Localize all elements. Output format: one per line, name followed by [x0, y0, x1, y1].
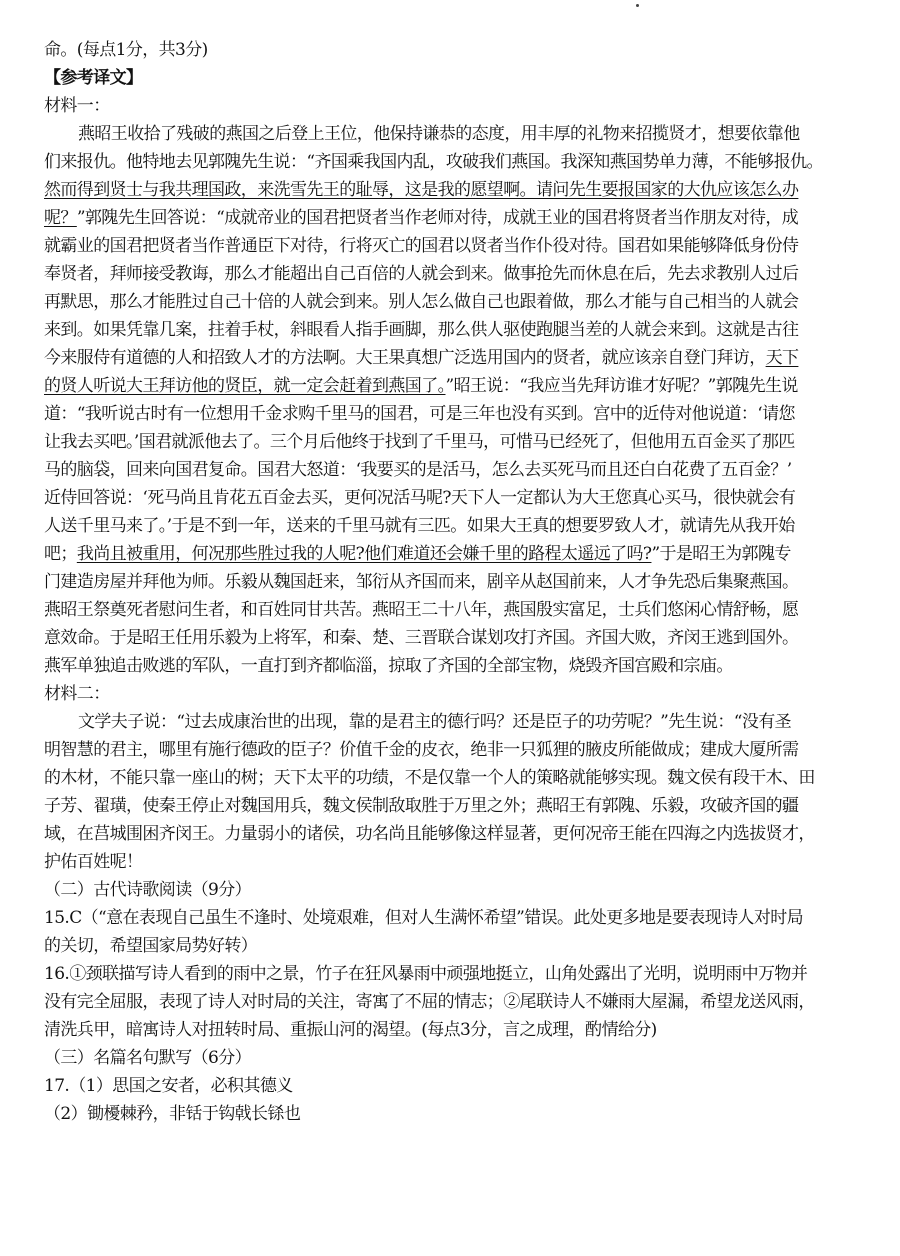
paragraph-line: 燕昭王祭奠死者慰问生者，和百姓同甘共苦。燕昭王二十八年，燕国殷实富足，士兵们悠闲心情舒畅，愿	[44, 600, 799, 620]
paragraph-line: 子芳、翟璜，使秦王停止对魏国用兵，魏文侯制敌取胜于万里之外；燕昭王有郭隗、乐毅，攻破齐国的疆	[44, 796, 799, 816]
underlined-span: 天下	[765, 348, 799, 368]
answer-line: （2）锄櫌棘矜，非铦于钩戟长铩也	[44, 1104, 301, 1124]
text-span: 吧；	[44, 544, 77, 564]
text-span: 今来服侍有道德的人和招致人才的方法啊。大王果真想广泛选用国内的贤者，就应该亲自登门拜访，	[44, 348, 766, 368]
paragraph-line	[44, 204, 860, 232]
paragraph-line: 就霸业的国君把贤者当作普通臣下对待，行将灭亡的国君以贤者当作仆役对待。国君如果能够降低身份侍	[44, 236, 799, 256]
answer-line: 的关切，希望国家局势好转）	[44, 936, 258, 956]
answer-line: 16.①颈联描写诗人看到的雨中之景，竹子在狂风暴雨中顽强地挺立，山角处露出了光明，说明雨中万物并	[44, 964, 808, 984]
answer-line: 清洗兵甲，暗寓诗人对扭转时局、重振山河的渴望。(每点3分，言之成理，酌情给分)	[44, 1020, 657, 1040]
paragraph-line: 来到。如果凭靠几案，拄着手杖，斜眼看人指手画脚，那么供人驱使跑腿当差的人就会来到。这就是古往	[44, 320, 799, 340]
section-heading-translation: 【参考译文】	[44, 68, 143, 88]
paragraph-line: 让我去买吧。’国君就派他去了。三个月后他终于找到了千里马，可惜马已经死了，但他用五百金买了那匹	[44, 432, 795, 452]
text-span: ”郭隗先生回答说：“成就帝业的国君把贤者当作老师对待，成就王业的国君将贤者当作朋友对待，成	[76, 208, 799, 228]
underlined-span: 我尚且被重用，何况那些胜过我的人呢?他们难道还会嫌千里的路程太遥远了吗?	[76, 544, 652, 564]
paragraph-line: 近侍回答说：‘死马尚且肯花五百金去买，更何况活马呢?天下人一定都认为大王您真心买马，很快就会有	[44, 488, 796, 508]
paragraph-line: 燕军单独追击败逃的军队，一直打到齐都临淄，掠取了齐国的全部宝物，烧毁齐国宫殿和宗庙。	[44, 656, 733, 676]
paragraph-line: 人送千里马来了。’于是不到一年，送来的千里马就有三匹。如果大王真的想要罗致人才，就请先从我开始	[44, 516, 795, 536]
paragraph-line	[44, 344, 860, 372]
paragraph-line: 的木材，不能只靠一座山的树；天下太平的功绩，不是仅靠一个人的策略就能够实现。魏文侯有段干木、田	[44, 768, 815, 788]
answer-line: 没有完全屈服，表现了诗人对时局的关注，寄寓了不屈的情志；②尾联诗人不嫌雨大屋漏，希望龙送风雨，	[44, 992, 815, 1012]
underlined-line: 然而得到贤士与我共理国政，来洗雪先王的耻辱，这是我的愿望啊。请问先生要报国家的大仇应该怎么办	[44, 180, 799, 200]
paragraph-line	[44, 540, 860, 568]
paragraph-line	[44, 372, 860, 400]
paragraph-line: 门建造房屋并拜他为师。乐毅从魏国赶来，邹衍从齐国而来，剧辛从赵国前来，人才争先恐后集聚燕国。	[44, 572, 799, 592]
section-heading-dictation: （三）名篇名句默写（6分）	[44, 1048, 252, 1068]
paragraph-line: 护佑百姓呢！	[44, 852, 143, 872]
text-span: ”昭王说：“我应当先拜访谁才好呢？”郭隗先生说	[445, 376, 798, 396]
answer-line: 15.C（“意在表现自己虽生不逢时、处境艰难，但对人生满怀希望”错误。此处更多地是要表现诗人对时局	[44, 908, 804, 928]
paragraph-line: 奉贤者，拜师接受教诲，那么才能超出自己百倍的人就会到来。做事抢先而休息在后，先去求教别人过后	[44, 264, 799, 284]
paragraph-line: 们来报仇。他特地去见郭隗先生说：“齐国乘我国内乱，攻破我们燕国。我深知燕国势单力薄，不能够报仇。	[44, 152, 823, 172]
text-span: ”于是昭王为郭隗专	[651, 544, 791, 564]
paragraph-line: 域，在莒城围困齐闵王。力量弱小的诸侯，功名尚且能够像这样显著，更何况帝王能在四海之内选拔贤才，	[44, 824, 815, 844]
underlined-span: 呢？	[44, 208, 77, 228]
paragraph-line: 马的脑袋，回来向国君复命。国君大怒道：‘我要买的是活马，怎么去买死马而且还白白花费了五百金？’	[44, 460, 792, 480]
paragraph-line: 文学夫子说：“过去成康治世的出现，靠的是君主的德行吗？还是臣子的功劳呢？”先生说：“没有圣	[78, 712, 792, 732]
material-one-label: 材料一：	[44, 96, 110, 116]
scan-speck	[636, 4, 639, 7]
paragraph-line: 意效命。于是昭王任用乐毅为上将军，和秦、楚、三晋联合谋划攻打齐国。齐国大败，齐闵王逃到国外。	[44, 628, 799, 648]
material-two-label: 材料二：	[44, 684, 110, 704]
paragraph-line: 道：“我听说古时有一位想用千金求购千里马的国君，可是三年也没有买到。宫中的近侍对他说道：‘请您	[44, 404, 795, 424]
underlined-span: 的贤人听说大王拜访他的贤臣，就一定会赶着到燕国了。	[44, 376, 446, 396]
answer-line: 17.（1）思国之安者，必积其德义	[44, 1076, 293, 1096]
paragraph-line: 燕昭王收拾了残破的燕国之后登上王位，他保持谦恭的态度，用丰厚的礼物来招揽贤才，想要依靠他	[78, 124, 800, 144]
text-line: 命。(每点1分，共3分)	[44, 40, 208, 60]
section-heading-poetry: （二）古代诗歌阅读（9分）	[44, 880, 252, 900]
paragraph-line: 再默思，那么才能胜过自己十倍的人就会到来。别人怎么做自己也跟着做，那么才能与自己相当的人就会	[44, 292, 799, 312]
paragraph-line: 明智慧的君主，哪里有施行德政的臣子？价值千金的皮衣，绝非一只狐狸的腋皮所能做成；建成大厦所需	[44, 740, 799, 760]
